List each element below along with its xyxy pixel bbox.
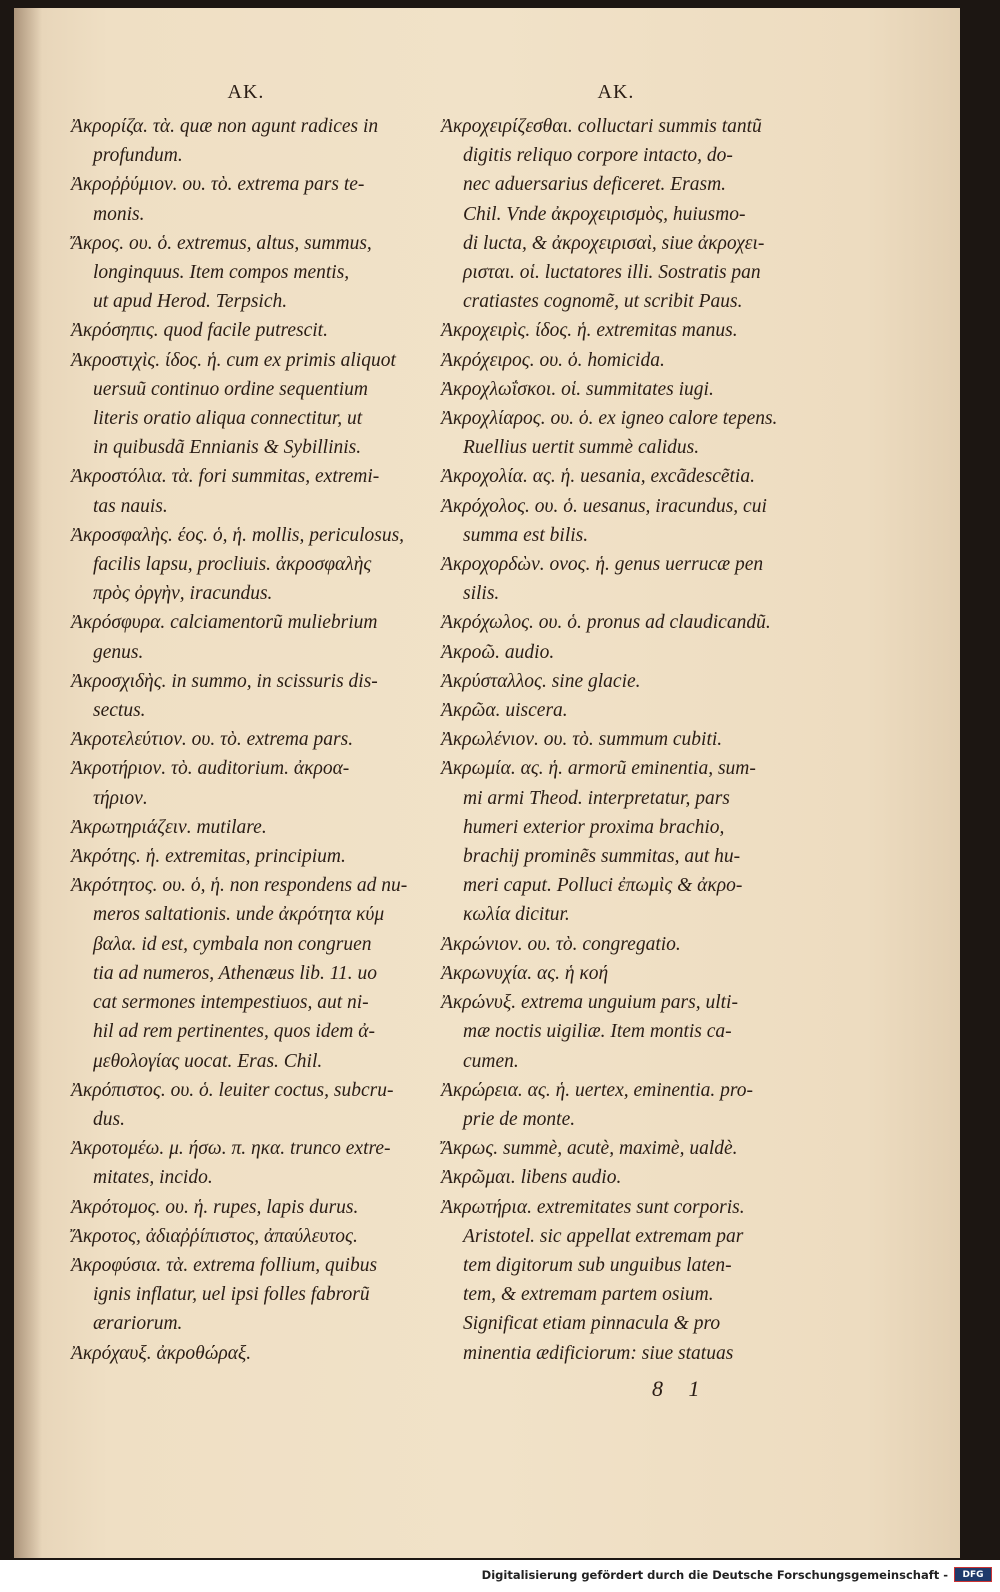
entry-headword-line: Ἀκρότητος. ου. ὁ, ἡ. non respondens ad nu- xyxy=(71,875,408,897)
entry-continuation-line: humeri exterior proxima brachio, xyxy=(463,816,725,838)
running-head-right: AK. xyxy=(597,81,635,103)
entry-continuation-line: mi armi Theod. interpretatur, pars xyxy=(463,787,730,809)
entry-continuation-line: ut apud Herod. Terpsich. xyxy=(93,291,288,313)
entry-continuation-line: hil ad rem pertinentes, quos idem ἀ- xyxy=(93,1021,375,1043)
entry-continuation-line: monis. xyxy=(93,203,145,225)
entry-headword-line: Ἀκροῶ. audio. xyxy=(441,641,555,663)
entry-continuation-line: profundum. xyxy=(93,145,183,167)
entry-headword-line: Ἀκρωνυχία. ας. ἡ κοή xyxy=(441,962,609,984)
entry-continuation-line: silis. xyxy=(463,583,500,605)
entry-continuation-line: meros saltationis. unde ἀκρότητα κύμ xyxy=(93,904,385,926)
entry-headword-line: Ἀκρώνιον. ου. τὸ. congregatio. xyxy=(441,933,681,955)
entry-continuation-line: cratiastes cognomẽ, ut scribit Paus. xyxy=(463,291,743,313)
entry-continuation-line: mitates, incido. xyxy=(93,1167,213,1189)
entry-continuation-line: genus. xyxy=(93,641,144,663)
left-column xyxy=(71,78,461,1368)
entry-continuation-line: Aristotel. sic appellat extremam par xyxy=(463,1225,744,1247)
entry-continuation-line: cat sermones intempestiuos, aut ni- xyxy=(93,992,369,1014)
entry-continuation-line: literis oratio aliqua connectitur, ut xyxy=(93,408,363,430)
entry-headword-line: Ἀκροχορδὼν. ονος. ἡ. genus uerrucæ pen xyxy=(441,554,764,576)
entry-continuation-line: prie de monte. xyxy=(463,1108,576,1130)
footer-bar xyxy=(0,1560,1000,1592)
entry-headword-line: Ἀκροστόλια. τὰ. fori summitas, extremi- xyxy=(71,466,380,488)
right-column xyxy=(441,78,861,1368)
entry-headword-line: Ἀκρώνυξ. extrema unguium pars, ulti- xyxy=(441,992,738,1014)
entry-headword-line: Ἄκρος. ου. ὁ. extremus, altus, summus, xyxy=(71,232,372,254)
entry-headword-line: Ἀκρόχειρος. ου. ὁ. homicida. xyxy=(441,349,665,371)
entry-headword-line: Ἀκρόχολος. ου. ὁ. uesanus, iracundus, cui xyxy=(441,495,767,517)
entry-headword-line: Ἀκρόσφυρα. calciamentorũ muliebrium xyxy=(71,612,378,634)
right-entries xyxy=(441,112,861,1368)
entry-continuation-line: τήριον. xyxy=(93,787,148,809)
entry-headword-line: Ἀκρωμία. ας. ἡ. armorũ eminentia, sum- xyxy=(441,758,756,780)
entry-continuation-line: di lucta, & ἀκροχειρισαὶ, siue ἀκροχει- xyxy=(463,232,765,254)
entry-continuation-line: uersuũ continuo ordine sequentium xyxy=(93,378,368,400)
footer-credit: Digitalisierung gefördert durch die Deutsche Forschungsgemeinschaft - xyxy=(481,1568,948,1582)
entry-continuation-line: cumen. xyxy=(463,1050,519,1072)
entry-continuation-line: Ruellius uertit summè calidus. xyxy=(463,437,700,459)
entry-headword-line: Ἀκρύσταλλος. sine glacie. xyxy=(441,670,641,692)
spine-shadow xyxy=(14,8,42,1558)
entry-headword-line: Ἀκροτομέω. μ. ήσω. π. ηκα. trunco extre- xyxy=(71,1138,391,1160)
entry-continuation-line: tem, & extremam partem osium. xyxy=(463,1284,714,1306)
left-entries xyxy=(71,112,461,1368)
book-page xyxy=(14,8,960,1558)
entry-headword-line: Ἄκροτος, ἀδιαῤῥίπιστος, ἀπαύλευτος. xyxy=(71,1225,358,1247)
entry-continuation-line: nec aduersarius deficeret. Erasm. xyxy=(463,174,727,196)
entry-headword-line: Ἀκρῶμαι. libens audio. xyxy=(441,1167,622,1189)
entry-headword-line: Ἀκρόχωλος. ου. ὁ. pronus ad claudicandũ. xyxy=(441,612,771,634)
entry-continuation-line: longinquus. Item compos mentis, xyxy=(93,262,350,284)
entry-continuation-line: sectus. xyxy=(93,700,146,722)
entry-headword-line: Ἀκρότης. ἡ. extremitas, principium. xyxy=(71,846,346,868)
running-head-left: AK. xyxy=(227,81,265,103)
entry-continuation-line: brachij prominẽs summitas, aut hu- xyxy=(463,846,741,868)
entry-headword-line: Ἀκρώρεια. ας. ἡ. uertex, eminentia. pro- xyxy=(441,1079,753,1101)
entry-headword-line: Ἀκροφύσια. τὰ. extrema follium, quibus xyxy=(71,1254,378,1276)
entry-headword-line: Ἀκρότομος. ου. ἡ. rupes, lapis durus. xyxy=(71,1196,359,1218)
entry-headword-line: Ἀκροχειρὶς. ίδος. ἡ. extremitas manus. xyxy=(441,320,738,342)
entry-continuation-line: κωλία dicitur. xyxy=(463,904,570,926)
entry-headword-line: Ἀκροχλωΐσκοι. οἱ. summitates iugi. xyxy=(441,378,714,400)
entry-headword-line: Ἀκροσχιδὴς. in summo, in scissuris dis- xyxy=(71,670,378,692)
entry-continuation-line: dus. xyxy=(93,1108,125,1130)
entry-headword-line: Ἀκρόχαυξ. ἀκροθώραξ. xyxy=(71,1342,252,1364)
entry-continuation-line: βαλα. id est, cymbala non congruen xyxy=(93,933,372,955)
entry-continuation-line: πρὸς ὀργὴν, iracundus. xyxy=(93,583,273,605)
entry-continuation-line: Significat etiam pinnacula & pro xyxy=(463,1313,721,1335)
entry-headword-line: Ἄκρως. summè, acutè, maximè, ualdè. xyxy=(441,1138,738,1160)
entry-headword-line: Ἀκροτελεύτιον. ου. τὸ. extrema pars. xyxy=(71,729,354,751)
entry-continuation-line: mæ noctis uigiliæ. Item montis ca- xyxy=(463,1021,732,1043)
entry-headword-line: Ἀκροστιχὶς. ίδος. ἡ. cum ex primis aliquot xyxy=(71,349,396,371)
entry-continuation-line: ignis inflatur, uel ipsi folles fabrorũ xyxy=(93,1284,370,1306)
entry-continuation-line: tia ad numeros, Athenæus lib. 11. uo xyxy=(93,962,378,984)
entry-headword-line: Ἀκρωλένιον. ου. τὸ. summum cubiti. xyxy=(441,729,723,751)
entry-continuation-line: tem digitorum sub unguibus laten- xyxy=(463,1254,732,1276)
signature-mark: 8 1 xyxy=(652,1376,710,1401)
entry-headword-line: Ἀκρῶα. uiscera. xyxy=(441,700,568,722)
entry-headword-line: Ἀκρόπιστος. ου. ὁ. leuiter coctus, subcru- xyxy=(71,1079,394,1101)
entry-continuation-line: μεθολογίας uocat. Eras. Chil. xyxy=(93,1050,323,1072)
entry-continuation-line: minentia ædificiorum: siue statuas xyxy=(463,1342,734,1364)
entry-headword-line: Ἀκρορίζα. τὰ. quæ non agunt radices in xyxy=(71,116,379,137)
entry-headword-line: Ἀκροῤῥύμιον. ου. τὸ. extrema pars te- xyxy=(71,174,365,196)
entry-continuation-line: ærariorum. xyxy=(93,1313,183,1335)
entry-headword-line: Ἀκροχειρίζεσθαι. colluctari summis tantũ xyxy=(441,116,762,137)
entry-continuation-line: Chil. Vnde ἀκροχειρισμὸς, huiusmo- xyxy=(463,203,746,225)
entry-continuation-line: summa est bilis. xyxy=(463,524,589,546)
entry-headword-line: Ἀκρωτήρια. extremitates sunt corporis. xyxy=(441,1196,745,1218)
entry-headword-line: Ἀκροχλίαρος. ου. ὁ. ex igneo calore tepens. xyxy=(441,408,778,430)
entry-continuation-line: facilis lapsu, procliuis. ἀκροσφαλὴς xyxy=(93,554,372,576)
entry-headword-line: Ἀκροχολία. ας. ἡ. uesania, excãdescẽtia. xyxy=(441,466,755,488)
entry-headword-line: Ἀκροσφαλὴς. έος. ὁ, ἡ. mollis, periculosus, xyxy=(71,524,405,546)
dfg-logo: DFG xyxy=(954,1567,992,1582)
entry-continuation-line: digitis reliquo corpore intacto, do- xyxy=(463,145,733,167)
entry-headword-line: Ἀκρωτηριάζειν. mutilare. xyxy=(71,816,267,838)
entry-continuation-line: ρισται. οἱ. luctatores illi. Sostratis pan xyxy=(463,262,761,284)
entry-continuation-line: tas nauis. xyxy=(93,495,168,517)
entry-continuation-line: in quibusdã Ennianis & Sybillinis. xyxy=(93,437,362,459)
entry-continuation-line: meri caput. Polluci ἐπωμὶς & ἀκρο- xyxy=(463,875,743,897)
entry-headword-line: Ἀκροτήριον. τὸ. auditorium. ἀκροα- xyxy=(71,758,350,780)
entry-headword-line: Ἀκρόσηπις. quod facile putrescit. xyxy=(71,320,328,342)
